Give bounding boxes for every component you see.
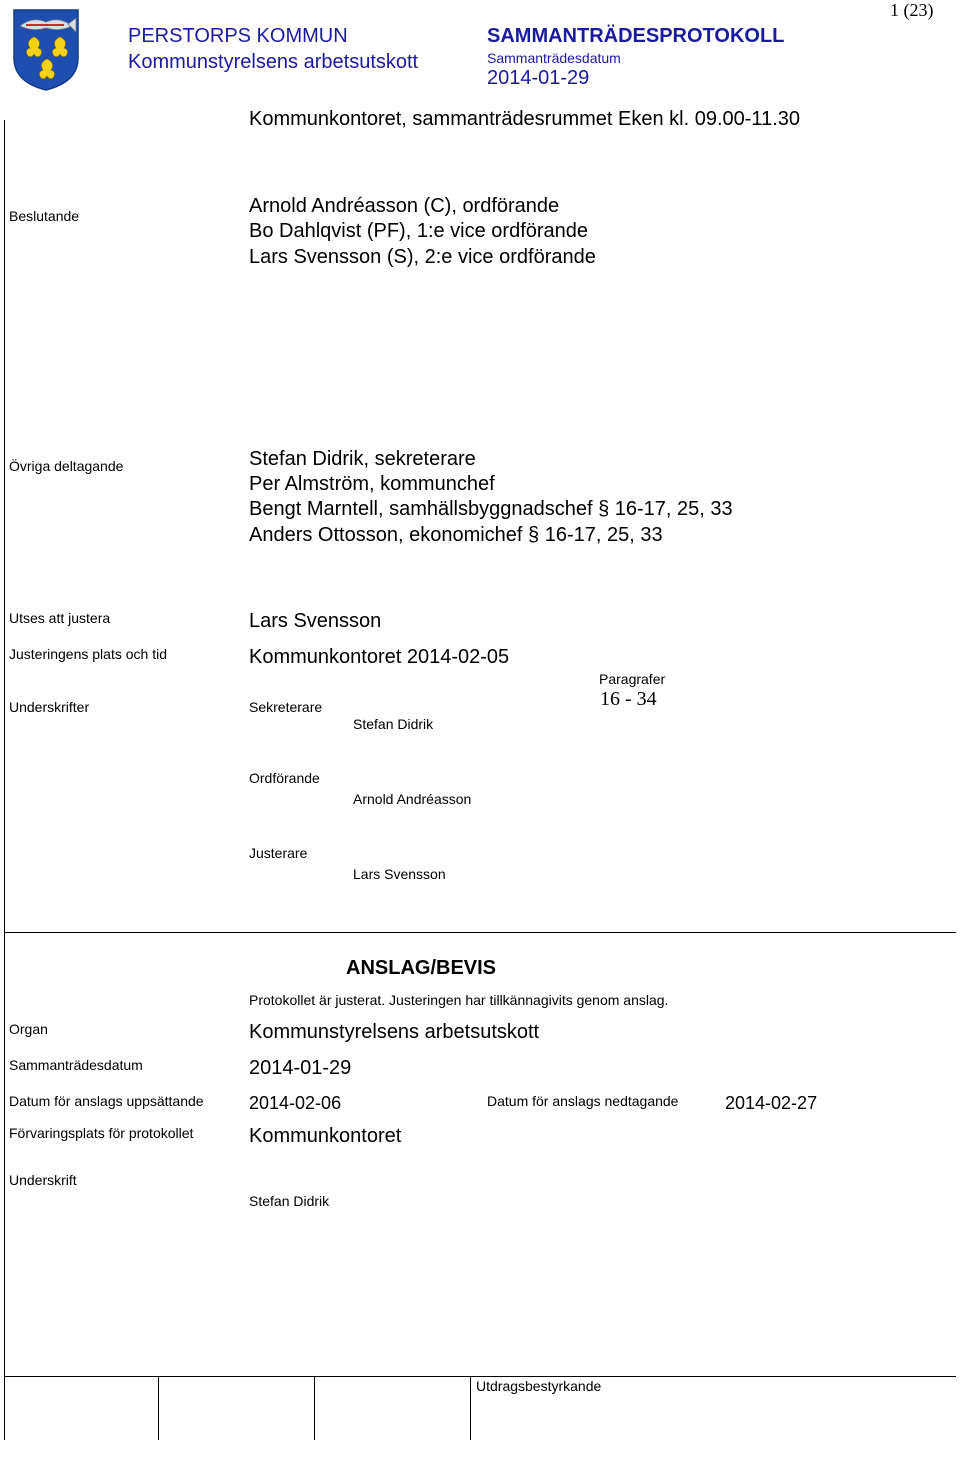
sammantradesdatum-value: 2014-01-29 — [249, 1057, 352, 1079]
justerare-name: Lars Svensson — [353, 866, 446, 882]
forvaringsplats-label: Förvaringsplats för protokollet — [9, 1125, 194, 1141]
ovriga-member: Stefan Didrik, sekreterare — [249, 448, 476, 470]
utdragsbestyrkande-label: Utdragsbestyrkande — [476, 1378, 602, 1394]
organ-label: Organ — [9, 1021, 48, 1037]
underskrift-label: Underskrift — [9, 1172, 77, 1188]
nedtagande-value: 2014-02-27 — [725, 1093, 818, 1113]
meeting-date-value: 2014-01-29 — [487, 67, 590, 89]
justera-label: Utses att justera — [9, 610, 111, 626]
ovriga-member: Per Almström, kommunchef — [249, 473, 495, 495]
justerare-label: Justerare — [249, 845, 308, 861]
justeringens-label: Justeringens plats och tid — [9, 646, 167, 662]
ordforande-name: Arnold Andréasson — [353, 791, 472, 807]
footer-box-divider — [158, 1376, 159, 1440]
ordforande-label: Ordförande — [249, 770, 320, 786]
meeting-place: Kommunkontoret, sammanträdesrummet Eken kl. 09.00-11.30 — [249, 108, 800, 130]
organ-value: Kommunstyrelsens arbetsutskott — [249, 1021, 540, 1043]
left-border — [4, 120, 5, 1440]
footer-box-divider — [314, 1376, 315, 1440]
sekreterare-name: Stefan Didrik — [353, 716, 434, 732]
footer-box-divider — [470, 1376, 471, 1440]
document-type: SAMMANTRÄDESPROTOKOLL — [487, 25, 785, 47]
page-number: 1 (23) — [890, 0, 934, 20]
ovriga-member: Bengt Marntell, samhällsbyggnadschef § 16-17, 25, 33 — [249, 498, 733, 520]
beslutande-member: Lars Svensson (S), 2:e vice ordförande — [249, 246, 596, 268]
committee-name: Kommunstyrelsens arbetsutskott — [128, 51, 419, 73]
anslag-title: ANSLAG/BEVIS — [346, 957, 497, 979]
ovriga-member: Anders Ottosson, ekonomichef § 16-17, 25, 33 — [249, 524, 663, 546]
uppsattande-label: Datum för anslags uppsättande — [9, 1093, 204, 1109]
meeting-date-label: Sammanträdesdatum — [487, 50, 621, 66]
anslag-intro: Protokollet är justerat. Justeringen har tillkännagivits genom anslag. — [249, 992, 669, 1008]
uppsattande-value: 2014-02-06 — [249, 1093, 342, 1113]
ovriga-label: Övriga deltagande — [9, 458, 124, 474]
paragrafer-value: 16 - 34 — [600, 688, 657, 710]
beslutande-label: Beslutande — [9, 208, 80, 224]
beslutande-member: Arnold Andréasson (C), ordförande — [249, 195, 560, 217]
underskrift-name: Stefan Didrik — [249, 1193, 330, 1209]
underskrifter-label: Underskrifter — [9, 699, 90, 715]
paragrafer-label: Paragrafer — [599, 671, 666, 687]
nedtagande-label: Datum för anslags nedtagande — [487, 1093, 679, 1109]
justeringens-value: Kommunkontoret 2014-02-05 — [249, 646, 510, 668]
justera-value: Lars Svensson — [249, 610, 382, 632]
forvaringsplats-value: Kommunkontoret — [249, 1125, 402, 1147]
municipality-crest — [12, 8, 80, 92]
footer-divider — [4, 1376, 956, 1377]
section-divider — [4, 932, 956, 933]
beslutande-member: Bo Dahlqvist (PF), 1:e vice ordförande — [249, 220, 589, 242]
sammantradesdatum-label: Sammanträdesdatum — [9, 1057, 143, 1073]
municipality-name: PERSTORPS KOMMUN — [128, 25, 348, 47]
sekreterare-label: Sekreterare — [249, 699, 323, 715]
